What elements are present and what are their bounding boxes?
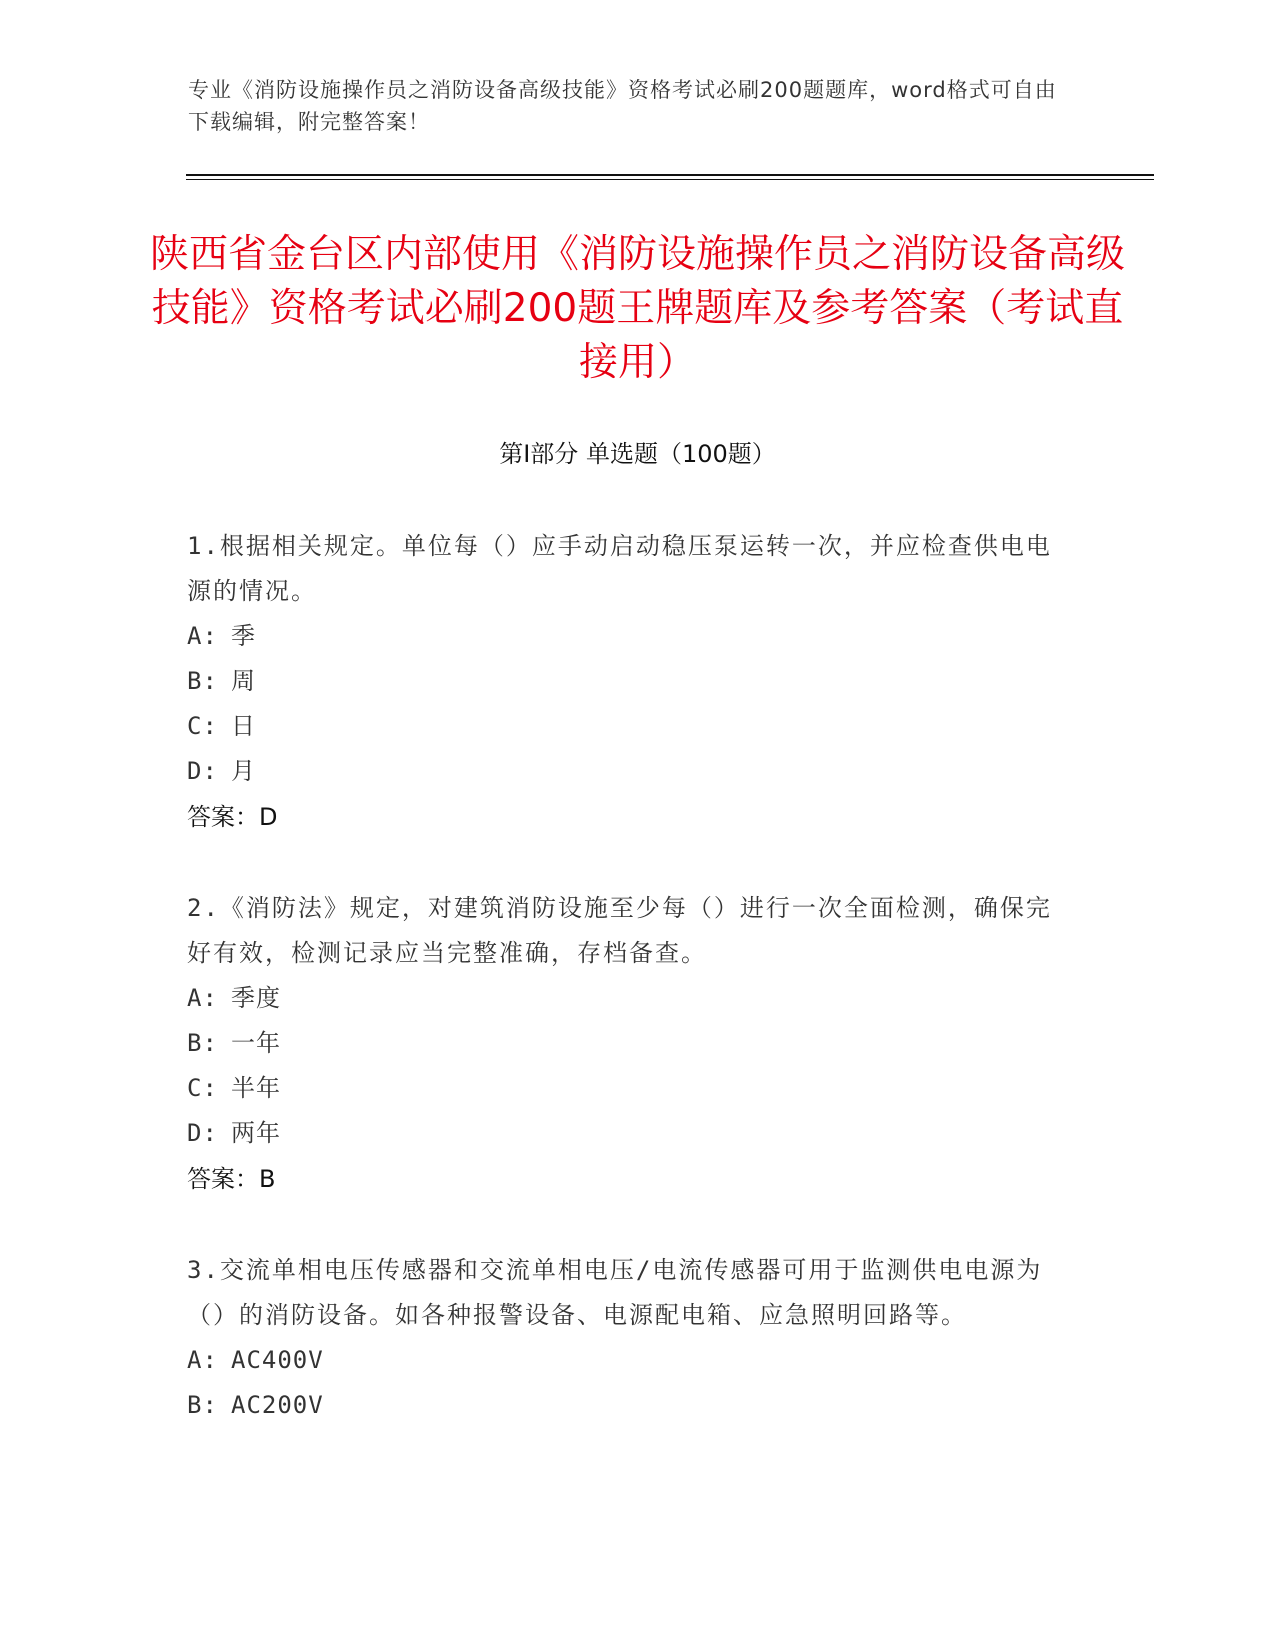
option-d [187, 1111, 1067, 1156]
option-letter: A: [187, 984, 218, 1012]
option-text: 半年 [231, 1074, 281, 1102]
answer-line: 答案：B [187, 1165, 276, 1193]
option-text: 一年 [231, 1029, 281, 1057]
option-text: 日 [231, 712, 256, 740]
option-a [187, 976, 1067, 1021]
option-text: 月 [231, 757, 256, 785]
option-a [187, 1338, 1067, 1383]
option-d [187, 749, 1067, 794]
document-title: 陕西省金台区内部使用《消防设施操作员之消防设备高级技能》资格考试必刷200题王牌题库及参考答案（考试直接用） [150, 232, 1126, 385]
option-letter: B: [187, 667, 218, 695]
option-letter: B: [187, 1029, 218, 1057]
question-1 [187, 524, 1067, 840]
option-letter: B: [187, 1391, 218, 1419]
option-text: 季度 [231, 984, 281, 1012]
option-c [187, 1066, 1067, 1111]
header-note: 专业《消防设施操作员之消防设备高级技能》资格考试必刷200题题库，word格式可自由下载编辑，附完整答案！ [188, 78, 1057, 134]
option-c [187, 704, 1067, 749]
question-3 [187, 1248, 1067, 1428]
option-text: 季 [231, 622, 256, 650]
option-letter: D: [187, 1119, 218, 1147]
option-letter: D: [187, 757, 218, 785]
option-text: 两年 [231, 1119, 281, 1147]
option-text: AC400V [231, 1346, 324, 1374]
header-rule-thick [186, 174, 1154, 176]
answer-line: 答案：D [187, 803, 278, 831]
section-heading: 第I部分 单选题（100题） [499, 440, 776, 468]
option-letter: C: [187, 1074, 218, 1102]
header-rule-thin [186, 179, 1154, 180]
option-text: AC200V [231, 1391, 324, 1419]
question-stem: 1.根据相关规定。单位每（）应手动启动稳压泵运转一次，并应检查供电电源的情况。 [187, 532, 1052, 605]
option-b [187, 659, 1067, 704]
question-stem: 2.《消防法》规定，对建筑消防设施至少每（）进行一次全面检测，确保完好有效，检测记录应当完整准确，存档备查。 [187, 894, 1052, 967]
option-b [187, 1383, 1067, 1428]
option-letter: A: [187, 1346, 218, 1374]
question-stem: 3.交流单相电压传感器和交流单相电压/电流传感器可用于监测供电电源为（）的消防设备。如各种报警设备、电源配电箱、应急照明回路等。 [187, 1256, 1043, 1329]
question-2 [187, 886, 1067, 1202]
option-text: 周 [231, 667, 256, 695]
option-letter: C: [187, 712, 218, 740]
option-letter: A: [187, 622, 218, 650]
option-b [187, 1021, 1067, 1066]
option-a [187, 614, 1067, 659]
